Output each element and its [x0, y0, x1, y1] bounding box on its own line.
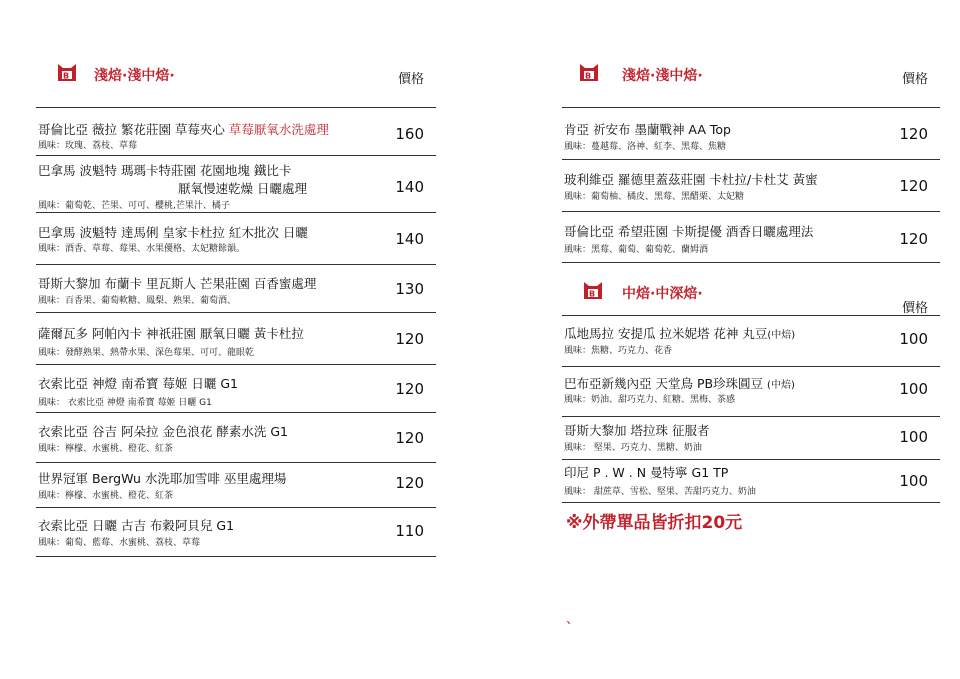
section-header-light-roast: [36, 62, 436, 92]
item-name: 肯亞 祈安布 墨蘭戰神 AA Top: [564, 122, 731, 137]
item-name: 薩爾瓦多 阿帕內卡 神祇莊園 厭氧日曬 黃卡杜拉: [38, 326, 304, 341]
section-title: 淺焙·淺中焙·: [622, 68, 703, 84]
cat-logo-icon: [578, 62, 600, 84]
item-name-line2: 厭氧慢速乾燥 日曬處理: [178, 181, 307, 196]
item-price: 120: [395, 429, 424, 447]
menu-item: [36, 412, 436, 463]
item-price: 100: [899, 330, 928, 348]
item-name: 衣索比亞 日曬 古吉 布穀阿貝兒 G1: [38, 518, 235, 533]
item-flavor: 風味：百香果、葡萄軟糖、鳳梨、熟果、葡萄酒、: [38, 296, 237, 306]
item-name: 玻利維亞 羅德里蓋茲莊園 卡杜拉/卡杜艾 黃蜜: [564, 172, 818, 187]
item-name: 哥斯大黎加 塔拉珠 征服者: [564, 423, 710, 438]
menu-item: [562, 459, 940, 503]
item-flavor: 風味：玫瑰、荔枝、草莓: [38, 141, 138, 151]
menu-item: [36, 108, 436, 156]
menu-item: [36, 155, 436, 213]
menu-item: [562, 108, 940, 160]
item-price: 140: [395, 230, 424, 248]
item-flavor: 風味：酒香、草莓、莓果、水果優格、太妃糖餘韻。: [38, 244, 246, 254]
menu-item: [36, 507, 436, 557]
item-price: 100: [899, 472, 928, 490]
menu-item: [36, 462, 436, 508]
item-flavor: 風味：檸檬、水蜜桃、橙花、紅茶: [38, 444, 174, 454]
stray-mark: 、: [566, 612, 580, 627]
price-column-label: 價格: [901, 301, 928, 316]
item-name-highlight: 草莓厭氧水洗處理: [228, 122, 329, 137]
item-name: 巴拿馬 波魁特 達馬俐 皇家卡杜拉 紅木批次 日曬: [38, 225, 308, 240]
item-flavor: 風味：黑莓、葡萄、葡萄乾、蘭姆酒: [564, 245, 709, 255]
item-flavor: 風味：葡萄、藍莓、水蜜桃、荔枝、草莓: [38, 538, 201, 548]
item-flavor: 風味：焦糖、巧克力、花香: [564, 346, 673, 356]
item-name: 印尼 P . W . N 曼特寧 G1 TP: [564, 465, 729, 480]
item-price: 120: [395, 380, 424, 398]
menu-item: [562, 211, 940, 263]
menu-item: [36, 312, 436, 365]
item-price: 100: [899, 380, 928, 398]
item-name: 衣索比亞 谷吉 阿朵拉 金色浪花 酵素水洗 G1: [38, 424, 289, 439]
roast-note: (中焙): [767, 380, 795, 391]
roast-note: (中焙): [767, 330, 796, 341]
item-flavor: 風味：發酵熟果、熱帶水果、深色莓果、可可、龍眼乾: [38, 348, 255, 358]
section-header-light-roast: [562, 62, 940, 92]
menu-item: [36, 212, 436, 265]
item-price: 140: [395, 178, 424, 196]
menu-item: [562, 159, 940, 212]
item-name: 世界冠軍 BergWu 水洗耶加雪啡 巫里處理場: [38, 471, 287, 486]
item-name: 瓜地馬拉 安提瓜 拉米妮塔 花神 丸豆(中焙): [564, 326, 796, 341]
item-price: 120: [395, 474, 424, 492]
item-name: 巴布亞新幾內亞 天堂鳥 PB珍珠圓豆 (中焙): [564, 376, 795, 391]
section-header-medium-roast: [562, 280, 940, 316]
item-flavor: 風味：奶油、甜巧克力、紅糖、黑梅、茶感: [564, 395, 736, 405]
item-flavor: 風味：葡萄乾、芒果、可可、櫻桃,芒果汁、橘子: [38, 201, 230, 211]
section-title: 淺焙·淺中焙·: [94, 68, 175, 84]
menu-item: [562, 416, 940, 460]
takeaway-discount-note: ※外帶單品皆折扣20元: [566, 513, 743, 533]
cat-logo-icon: [56, 62, 78, 84]
menu-item: [36, 264, 436, 313]
item-price: 110: [395, 522, 424, 540]
item-flavor: 風味：檸檬、水蜜桃、橙花、紅茶: [38, 491, 174, 501]
item-name: 哥倫比亞 希望莊園 卡斯提優 酒香日曬處理法: [564, 224, 814, 239]
item-flavor: 風味：葡萄柚、橘皮、黑莓、黑醋栗、太妃糖: [564, 192, 745, 202]
item-price: 120: [899, 177, 928, 195]
item-name: 衣索比亞 神燈 南希寶 莓姬 日曬 G1: [38, 376, 239, 391]
menu-item: [562, 366, 940, 417]
item-price: 130: [395, 280, 424, 298]
item-price: 120: [395, 330, 424, 348]
item-flavor: 風味： 甜蔗草、雪松、堅果、苦甜巧克力、奶油: [564, 487, 756, 497]
menu-item: [36, 364, 436, 413]
cat-logo-icon: [582, 280, 604, 302]
item-flavor: 風味： 衣索比亞 神燈 南希寶 莓姬 日曬 G1: [38, 398, 212, 408]
item-price: 120: [899, 125, 928, 143]
price-column-label: 價格: [397, 72, 424, 87]
menu-item: [562, 316, 940, 367]
item-flavor: 風味： 堅果、巧克力、黑糖、奶油: [564, 443, 702, 453]
item-name: 哥斯大黎加 布蘭卡 里瓦斯人 芒果莊園 百香蜜處理: [38, 276, 317, 291]
svg-text:B: B: [585, 71, 592, 81]
section-title: 中焙·中深焙·: [622, 286, 703, 302]
item-price: 120: [899, 230, 928, 248]
svg-text:B: B: [63, 71, 70, 81]
price-column-label: 價格: [901, 72, 928, 87]
item-name: 哥倫比亞 薇拉 繁花莊園 草莓夾心 草莓厭氧水洗處理: [38, 122, 329, 137]
svg-text:B: B: [589, 289, 596, 299]
item-flavor: 風味：蔓越莓、洛神、紅李、黑莓、焦糖: [564, 142, 727, 152]
item-price: 100: [899, 428, 928, 446]
item-name: 巴拿馬 波魁特 瑪瑪卡特莊園 花園地塊 鐵比卡: [38, 163, 292, 178]
item-price: 160: [395, 125, 424, 143]
